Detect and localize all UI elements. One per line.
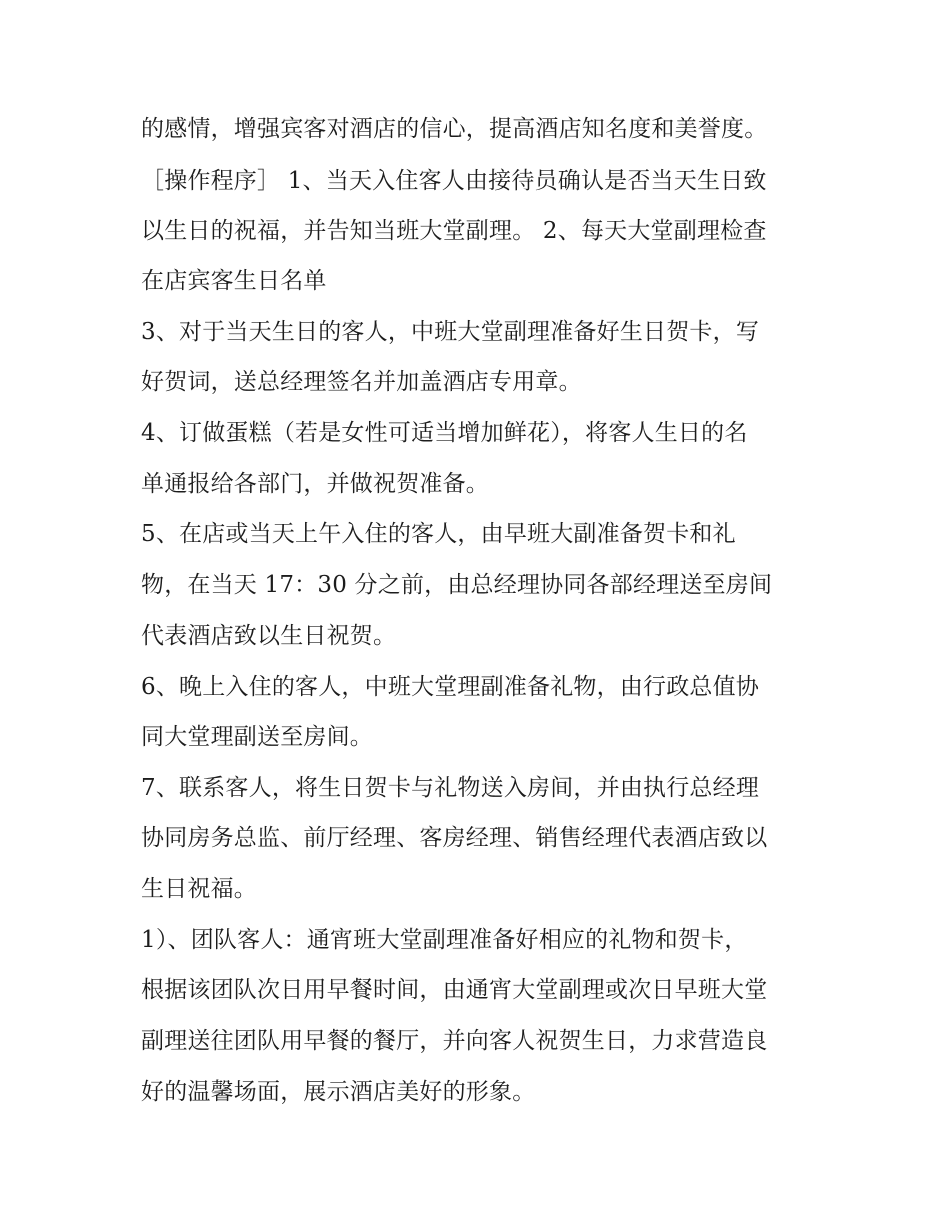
text-line: ［操作程序］ 1、当天入住客人由接待员确认是否当天生日致 bbox=[141, 168, 767, 194]
text-line: 好贺词，送总经理签名并加盖酒店专用章。 bbox=[141, 369, 582, 395]
text-line: 同大堂理副送至房间。 bbox=[141, 724, 373, 750]
text-line: 物，在当天 17：30 分之前，由总经理协同各部经理送至房间 bbox=[141, 572, 773, 598]
text-line: 副理送往团队用早餐的餐厅，并向客人祝贺生日，力求营造良 bbox=[141, 1028, 768, 1054]
text-line: 生日祝福。 bbox=[141, 876, 257, 902]
text-line: 1）、团队客人：通宵班大堂副理准备好相应的礼物和贺卡， bbox=[141, 927, 748, 953]
text-line: 6、晚上入住的客人，中班大堂理副准备礼物，由行政总值协 bbox=[141, 674, 760, 700]
text-line: 单通报给各部门，并做祝贺准备。 bbox=[141, 471, 489, 497]
text-line: 在店宾客生日名单 bbox=[141, 268, 327, 294]
text-line: 3、对于当天生日的客人，中班大堂副理准备好生日贺卡，写 bbox=[141, 319, 760, 345]
text-line: 4、订做蛋糕（若是女性可适当增加鲜花），将客人生日的名 bbox=[141, 420, 748, 446]
text-line: 根据该团队次日用早餐时间，由通宵大堂副理或次日早班大堂 bbox=[141, 977, 768, 1003]
text-line: 的感情，增强宾客对酒店的信心，提高酒店知名度和美誉度。 bbox=[141, 116, 768, 142]
text-line: 5、在店或当天上午入住的客人，由早班大副准备贺卡和礼 bbox=[141, 521, 736, 547]
text-line: 协同房务总监、前厅经理、客房经理、销售经理代表酒店致以 bbox=[141, 825, 768, 851]
text-line: 7、联系客人，将生日贺卡与礼物送入房间，并由执行总经理 bbox=[141, 775, 760, 801]
text-line: 好的温馨场面，展示酒店美好的形象。 bbox=[141, 1079, 536, 1105]
text-line: 代表酒店致以生日祝贺。 bbox=[141, 623, 397, 649]
text-line: 以生日的祝福，并告知当班大堂副理。 2、每天大堂副理检查 bbox=[141, 218, 767, 244]
